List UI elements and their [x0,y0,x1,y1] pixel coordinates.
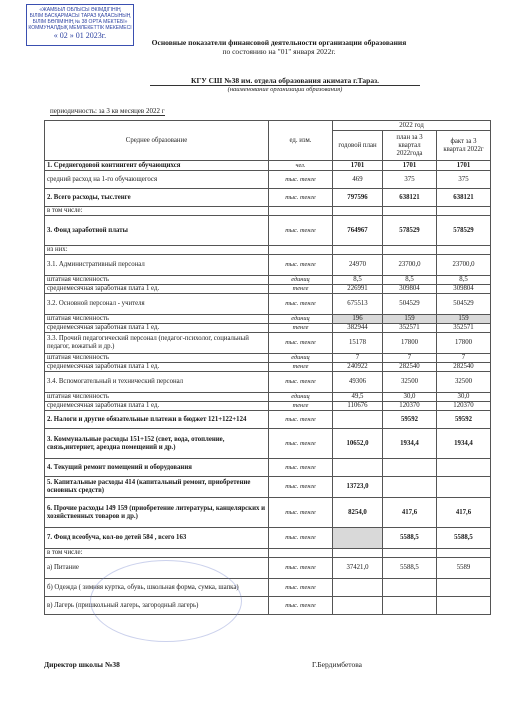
row-plan-q3: 32500 [383,372,437,393]
row-plan-q3 [383,459,437,477]
row-label: штатная численность [45,276,269,285]
row-fact-q3: 7 [437,354,491,363]
row-plan-q3: 17800 [383,333,437,354]
row-unit: тыс. тенге [269,189,333,207]
row-annual-plan [333,459,383,477]
row-fact-q3: 5588,5 [437,528,491,549]
row-label: 7. Фонд всеобуча, кол-во детей 584 , всего 163 [45,528,269,549]
row-unit: тыс. тенге [269,498,333,528]
row-plan-q3 [383,477,437,498]
row-fact-q3: 504529 [437,294,491,315]
row-fact-q3: 578529 [437,216,491,246]
row-annual-plan [333,246,383,255]
row-annual-plan: 240922 [333,363,383,372]
stamp-line: «ЖАМБЫЛ ОБЛЫСЫ ӘКІМДІГІНІҢ [39,7,121,13]
row-fact-q3 [437,477,491,498]
row-plan-q3: 1701 [383,161,437,171]
row-unit: тыс. тенге [269,411,333,429]
row-fact-q3: 638121 [437,189,491,207]
row-unit: единиц [269,276,333,285]
row-unit: тыс. тенге [269,294,333,315]
row-unit: тыс. тенге [269,597,333,615]
row-plan-q3 [383,246,437,255]
row-annual-plan [333,597,383,615]
row-fact-q3: 309804 [437,285,491,294]
row-plan-q3: 1934,4 [383,429,437,459]
table-row [45,549,491,558]
row-annual-plan: 37421,0 [333,558,383,579]
table-row [45,324,491,333]
table-row [45,276,491,285]
row-plan-q3 [383,207,437,216]
row-label: среднемесячная заработная плата 1 ед. [45,402,269,411]
table-row [45,171,491,189]
row-annual-plan: 1701 [333,161,383,171]
row-unit: тенге [269,363,333,372]
row-plan-q3: 638121 [383,189,437,207]
row-fact-q3: 282540 [437,363,491,372]
row-fact-q3: 5589 [437,558,491,579]
row-unit [269,549,333,558]
row-fact-q3: 17800 [437,333,491,354]
row-unit: тыс. тенге [269,579,333,597]
row-unit: единиц [269,315,333,324]
row-fact-q3: 30,0 [437,393,491,402]
table-row [45,363,491,372]
row-annual-plan: 49306 [333,372,383,393]
row-annual-plan: 382944 [333,324,383,333]
header-education: Среднее образование [45,121,269,161]
row-unit: тыс. тенге [269,528,333,549]
row-annual-plan: 24970 [333,255,383,276]
row-annual-plan: 13723,0 [333,477,383,498]
row-fact-q3: 23700,0 [437,255,491,276]
table-row [45,498,491,528]
row-label: 3.1. Административный персонал [45,255,269,276]
row-label: 1. Среднегодовой контингент обучающихся [45,161,269,171]
row-annual-plan: 8,5 [333,276,383,285]
row-label: 3.2. Основной персонал - учителя [45,294,269,315]
table-row [45,402,491,411]
organization-name: КГУ СШ №38 им. отдела образования акимата г.Тараз. [191,76,379,85]
row-unit: тыс. тенге [269,372,333,393]
table-row [45,411,491,429]
row-unit [269,246,333,255]
header-annual-plan: годовой план [333,131,383,161]
row-unit: тыс. тенге [269,216,333,246]
header-year: 2022 год [333,121,491,131]
stamp-date: « 02 » 01 2023г. [53,31,107,40]
row-label: 6. Прочие расходы 149 159 (приобретение литературы, канцелярских и хозяйственных товаров и др.) [45,498,269,528]
row-plan-q3: 23700,0 [383,255,437,276]
row-unit: тыс. тенге [269,171,333,189]
table-row [45,393,491,402]
row-fact-q3: 1934,4 [437,429,491,459]
stamp-line: КОММУНАЛДЫҚ МЕМЛЕКЕТТІК МЕКЕМЕСІ [28,25,132,31]
stamp-line: БІЛІМ БӨЛІМІНІҢ № 38 ОРТА МЕКТЕБІ» [32,19,128,25]
header-unit: ед. изм. [269,121,333,161]
table-row [45,315,491,324]
row-plan-q3: 159 [383,315,437,324]
periodicity [50,107,165,115]
row-plan-q3: 504529 [383,294,437,315]
row-plan-q3 [383,597,437,615]
row-fact-q3: 417,6 [437,498,491,528]
header-plan-q3: план за 3 квартал 2022года [383,131,437,161]
row-annual-plan: 110676 [333,402,383,411]
row-label: штатная численность [45,354,269,363]
row-label: среднемесячная заработная плата 1 ед. [45,363,269,372]
table-row [45,372,491,393]
periodicity-text: периодичность: за 3 кв месяцев 2022 г [50,107,165,115]
row-plan-q3: 309804 [383,285,437,294]
row-annual-plan: 7 [333,354,383,363]
row-unit: тыс. тенге [269,459,333,477]
row-annual-plan: 226991 [333,285,383,294]
row-label: из них: [45,246,269,255]
header-fact-q3: факт за 3 квартал 2022г [437,131,491,161]
row-plan-q3: 282540 [383,363,437,372]
director-name: Г.Бердимбетова [312,660,362,669]
row-label: 3. Коммунальные расходы 151+152 (свет, вода, отопление, связь,интернет, арездна помещений и др.) [45,429,269,459]
row-annual-plan: 10652,0 [333,429,383,459]
row-label: в том числе: [45,549,269,558]
row-label: среднемесячная заработная плата 1 ед. [45,285,269,294]
row-label: 3. Фонд заработной платы [45,216,269,246]
row-fact-q3: 59592 [437,411,491,429]
table-row [45,207,491,216]
row-plan-q3: 5588,5 [383,558,437,579]
row-plan-q3 [383,579,437,597]
row-label: 5. Капитальные расходы 414 (капитальный ремонт, приобретение основных средств) [45,477,269,498]
row-label: 3.3. Прочий педагогический персонал (педагог-психолог, социальный педагог, вожатый и др.) [45,333,269,354]
row-plan-q3: 8,5 [383,276,437,285]
table-row [45,189,491,207]
row-fact-q3: 1701 [437,161,491,171]
row-plan-q3: 352571 [383,324,437,333]
row-label: а) Питание [45,558,269,579]
table-row [45,459,491,477]
row-label: в том числе: [45,207,269,216]
row-label: 4. Текущий ремонт помещений и оборудования [45,459,269,477]
row-annual-plan: 8254,0 [333,498,383,528]
row-annual-plan [333,528,383,549]
row-annual-plan: 196 [333,315,383,324]
row-fact-q3: 8,5 [437,276,491,285]
row-plan-q3: 375 [383,171,437,189]
row-fact-q3 [437,549,491,558]
row-label: 3.4. Вспомогательный и технический персонал [45,372,269,393]
table-row [45,285,491,294]
row-plan-q3: 30,0 [383,393,437,402]
row-plan-q3: 120370 [383,402,437,411]
row-annual-plan [333,579,383,597]
row-annual-plan [333,207,383,216]
table-row [45,161,491,171]
row-label: 2. Налоги и другие обязательные платежи в бюджет 121+122+124 [45,411,269,429]
row-unit [269,207,333,216]
row-annual-plan [333,549,383,558]
row-unit: чел. [269,161,333,171]
document-title [134,38,424,56]
row-plan-q3: 417,6 [383,498,437,528]
row-label: в) Лагерь (пришкольный лагерь, загородный лагерь) [45,597,269,615]
row-fact-q3 [437,579,491,597]
row-unit: тыс. тенге [269,477,333,498]
row-label: 2. Всего расходы, тыс.тенге [45,189,269,207]
row-plan-q3 [383,549,437,558]
row-plan-q3: 578529 [383,216,437,246]
row-fact-q3: 352571 [437,324,491,333]
row-annual-plan: 797596 [333,189,383,207]
table-body [45,161,491,615]
table-row [45,429,491,459]
row-annual-plan: 675513 [333,294,383,315]
row-plan-q3: 5588,5 [383,528,437,549]
table-row [45,354,491,363]
table-row [45,216,491,246]
row-label: б) Одежда ( зимняя куртка, обувь, школьная форма, сумка, шапка) [45,579,269,597]
row-label: штатная численность [45,393,269,402]
table-row [45,528,491,549]
table-row [45,294,491,315]
row-unit: единиц [269,354,333,363]
row-unit: тенге [269,402,333,411]
row-unit: тыс. тенге [269,255,333,276]
organization-note: (наименование организации образования) [227,86,343,93]
row-fact-q3 [437,207,491,216]
row-annual-plan: 764967 [333,216,383,246]
row-plan-q3: 59592 [383,411,437,429]
row-fact-q3 [437,246,491,255]
row-fact-q3 [437,459,491,477]
stamp [26,4,134,46]
row-fact-q3: 32500 [437,372,491,393]
row-unit: тенге [269,285,333,294]
title-line-2: по состоянию на "01" января 2022г. [222,47,336,56]
row-label: среднемесячная заработная плата 1 ед. [45,324,269,333]
stamp-line: БІЛІМ БАСҚАРМАСЫ ТАРАЗ ҚАЛАСЫНЫҢ [29,13,131,19]
row-plan-q3: 7 [383,354,437,363]
row-fact-q3: 375 [437,171,491,189]
row-annual-plan: 15178 [333,333,383,354]
row-fact-q3 [437,597,491,615]
financial-table [44,120,491,615]
row-unit: единиц [269,393,333,402]
row-fact-q3: 159 [437,315,491,324]
school-seal [90,560,242,642]
row-annual-plan: 49,5 [333,393,383,402]
row-unit: тыс. тенге [269,429,333,459]
table-row [45,333,491,354]
table-row [45,477,491,498]
row-label: средний расход на 1-го обучающегося [45,171,269,189]
table-row [45,246,491,255]
table-row [45,255,491,276]
row-annual-plan: 469 [333,171,383,189]
row-annual-plan [333,411,383,429]
row-unit: тыс. тенге [269,333,333,354]
row-fact-q3: 120370 [437,402,491,411]
director-signature-label: Директор школы №38 [44,660,120,669]
row-label: штатная численность [45,315,269,324]
title-line-1: Основные показатели финансовой деятельности организации образования [151,38,407,47]
row-unit: тыс. тенге [269,558,333,579]
row-unit: тенге [269,324,333,333]
